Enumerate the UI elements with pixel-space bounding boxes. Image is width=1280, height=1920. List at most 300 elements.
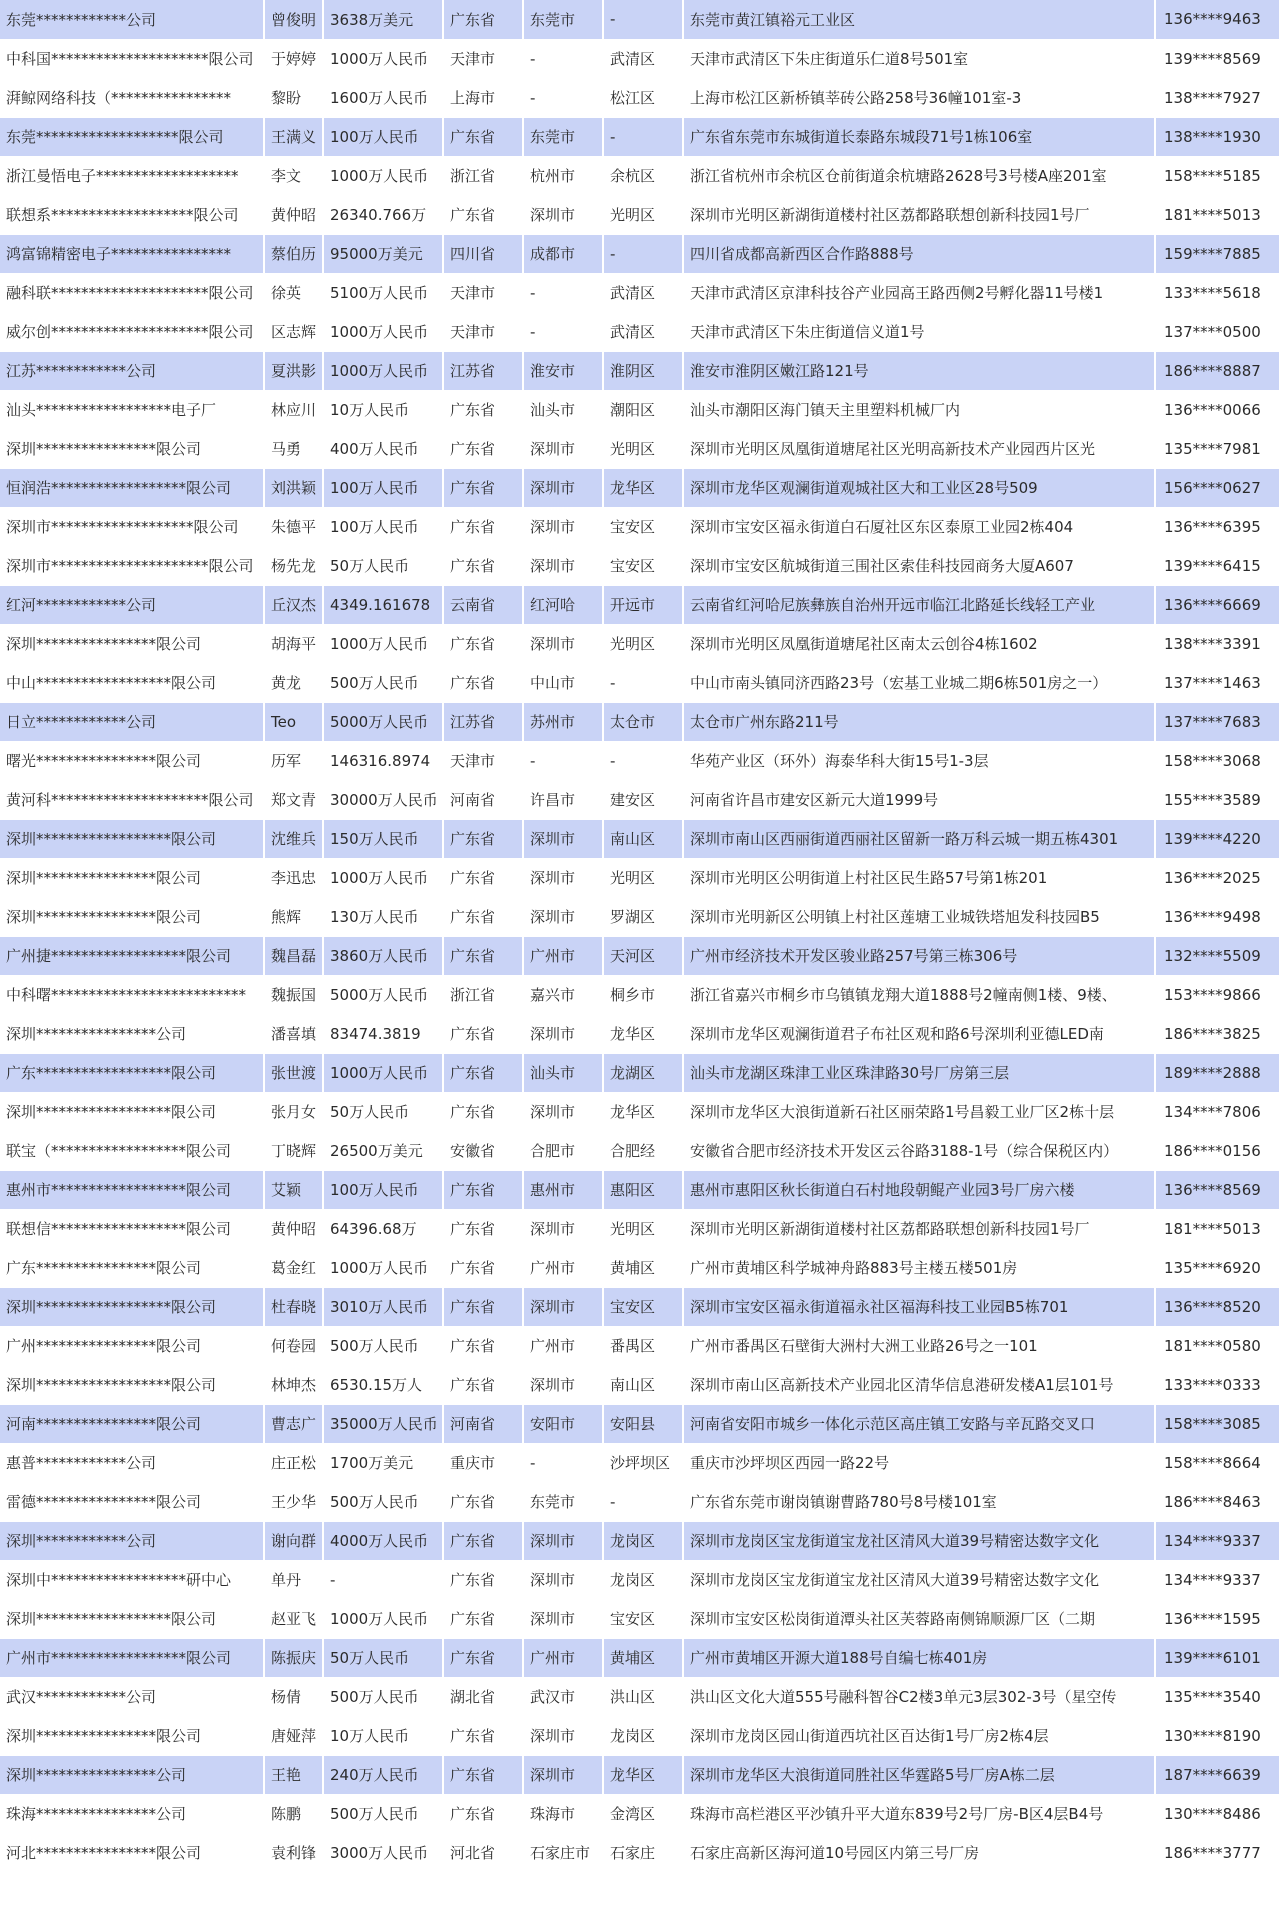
table-row [0, 663, 1280, 702]
city-cell: 深圳市 [523, 858, 603, 897]
contact-name-cell: 杨先龙 [264, 546, 323, 585]
phone-cell: 136****8569 [1155, 1170, 1280, 1209]
district-cell: 宝安区 [603, 1599, 683, 1638]
province-cell: 广东省 [443, 1638, 523, 1677]
contact-name-cell: 朱德平 [264, 507, 323, 546]
table-row [0, 1560, 1280, 1599]
phone-cell: 158****3085 [1155, 1404, 1280, 1443]
city-cell: 武汉市 [523, 1677, 603, 1716]
city-cell: 深圳市 [523, 1287, 603, 1326]
city-cell: 深圳市 [523, 624, 603, 663]
table-row [0, 741, 1280, 780]
province-cell: 安徽省 [443, 1131, 523, 1170]
registered-capital-cell: 1000万人民币 [323, 39, 443, 78]
company-name-cell: 东莞*******************限公司 [0, 117, 264, 156]
address-cell: 广州市黄埔区科学城神舟路883号主楼五楼501房 [683, 1248, 1155, 1287]
table-row [0, 1638, 1280, 1677]
address-cell: 洪山区文化大道555号融科智谷C2楼3单元3层302-3号（星空传 [683, 1677, 1155, 1716]
address-cell: 深圳市南山区西丽街道西丽社区留新一路万科云城一期五栋4301 [683, 819, 1155, 858]
province-cell: 浙江省 [443, 156, 523, 195]
phone-cell: 138****7927 [1155, 78, 1280, 117]
contact-name-cell: 王满义 [264, 117, 323, 156]
company-name-cell: 深圳****************限公司 [0, 1716, 264, 1755]
phone-cell: 158****8664 [1155, 1443, 1280, 1482]
registered-capital-cell: 6530.15万人 [323, 1365, 443, 1404]
company-name-cell: 红河************公司 [0, 585, 264, 624]
registered-capital-cell: 1700万美元 [323, 1443, 443, 1482]
address-cell: 浙江省嘉兴市桐乡市乌镇镇龙翔大道1888号2幢南侧1楼、9楼、 [683, 975, 1155, 1014]
contact-name-cell: 历军 [264, 741, 323, 780]
province-cell: 广东省 [443, 507, 523, 546]
province-cell: 天津市 [443, 312, 523, 351]
company-name-cell: 深圳******************限公司 [0, 1599, 264, 1638]
address-cell: 广州市经济技术开发区骏业路257号第三栋306号 [683, 936, 1155, 975]
district-cell: 潮阳区 [603, 390, 683, 429]
address-cell: 广东省东莞市谢岗镇谢曹路780号8号楼101室 [683, 1482, 1155, 1521]
district-cell: 黄埔区 [603, 1248, 683, 1287]
city-cell: 汕头市 [523, 1053, 603, 1092]
table-row [0, 858, 1280, 897]
table-row [0, 1833, 1280, 1872]
phone-cell: 158****3068 [1155, 741, 1280, 780]
province-cell: 广东省 [443, 1521, 523, 1560]
city-cell: - [523, 78, 603, 117]
phone-cell: 135****3540 [1155, 1677, 1280, 1716]
company-name-cell: 鸿富锦精密电子**************** [0, 234, 264, 273]
registered-capital-cell: 30000万人民币 [323, 780, 443, 819]
district-cell: 光明区 [603, 1209, 683, 1248]
city-cell: 深圳市 [523, 819, 603, 858]
phone-cell: 138****1930 [1155, 117, 1280, 156]
province-cell: 广东省 [443, 1014, 523, 1053]
phone-cell: 136****9498 [1155, 897, 1280, 936]
city-cell: 合肥市 [523, 1131, 603, 1170]
phone-cell: 136****8520 [1155, 1287, 1280, 1326]
phone-cell: 133****0333 [1155, 1365, 1280, 1404]
table-row [0, 702, 1280, 741]
company-name-cell: 深圳市*******************限公司 [0, 507, 264, 546]
phone-cell: 135****6920 [1155, 1248, 1280, 1287]
registered-capital-cell: 3860万人民币 [323, 936, 443, 975]
phone-cell: 186****8887 [1155, 351, 1280, 390]
province-cell: 天津市 [443, 741, 523, 780]
company-name-cell: 广州捷******************限公司 [0, 936, 264, 975]
province-cell: 广东省 [443, 858, 523, 897]
contact-name-cell: 何卷园 [264, 1326, 323, 1365]
company-name-cell: 汕头******************电子厂 [0, 390, 264, 429]
contact-name-cell: 庄正松 [264, 1443, 323, 1482]
contact-name-cell: 黄仲昭 [264, 195, 323, 234]
contact-name-cell: 林应川 [264, 390, 323, 429]
phone-cell: 189****2888 [1155, 1053, 1280, 1092]
table-row [0, 585, 1280, 624]
district-cell: 龙华区 [603, 1092, 683, 1131]
company-name-cell: 恒润浩******************限公司 [0, 468, 264, 507]
registered-capital-cell: 150万人民币 [323, 819, 443, 858]
contact-name-cell: 王少华 [264, 1482, 323, 1521]
table-row [0, 1482, 1280, 1521]
city-cell: 深圳市 [523, 1014, 603, 1053]
registered-capital-cell: 1000万人民币 [323, 312, 443, 351]
company-name-cell: 浙江曼悟电子******************* [0, 156, 264, 195]
address-cell: 天津市武清区京津科技谷产业园高王路西侧2号孵化器11号楼1 [683, 273, 1155, 312]
registered-capital-cell: 3638万美元 [323, 0, 443, 39]
city-cell: - [523, 1443, 603, 1482]
address-cell: 云南省红河哈尼族彝族自治州开远市临江北路延长线轻工产业 [683, 585, 1155, 624]
city-cell: 嘉兴市 [523, 975, 603, 1014]
district-cell: 惠阳区 [603, 1170, 683, 1209]
registered-capital-cell: 500万人民币 [323, 1794, 443, 1833]
company-name-cell: 江苏************公司 [0, 351, 264, 390]
province-cell: 广东省 [443, 1482, 523, 1521]
company-name-cell: 日立************公司 [0, 702, 264, 741]
city-cell: 成都市 [523, 234, 603, 273]
company-name-cell: 中山******************限公司 [0, 663, 264, 702]
registered-capital-cell: 26500万美元 [323, 1131, 443, 1170]
district-cell: 龙湖区 [603, 1053, 683, 1092]
table-row [0, 117, 1280, 156]
registered-capital-cell: 10万人民币 [323, 390, 443, 429]
phone-cell: 136****9463 [1155, 0, 1280, 39]
company-name-cell: 联想系*******************限公司 [0, 195, 264, 234]
city-cell: 深圳市 [523, 897, 603, 936]
registered-capital-cell: 50万人民币 [323, 546, 443, 585]
address-cell: 广州市番禺区石壁街大洲村大洲工业路26号之一101 [683, 1326, 1155, 1365]
province-cell: 四川省 [443, 234, 523, 273]
company-name-cell: 东莞************公司 [0, 0, 264, 39]
phone-cell: 136****2025 [1155, 858, 1280, 897]
table-row [0, 468, 1280, 507]
address-cell: 深圳市宝安区福永街道白石厦社区东区泰原工业园2栋404 [683, 507, 1155, 546]
contact-name-cell: 李迅忠 [264, 858, 323, 897]
table-row [0, 1131, 1280, 1170]
registered-capital-cell: 95000万美元 [323, 234, 443, 273]
registered-capital-cell: 1000万人民币 [323, 624, 443, 663]
address-cell: 深圳市龙岗区宝龙街道宝龙社区清风大道39号精密达数字文化 [683, 1521, 1155, 1560]
registered-capital-cell: 5000万人民币 [323, 975, 443, 1014]
district-cell: 洪山区 [603, 1677, 683, 1716]
city-cell: 广州市 [523, 936, 603, 975]
table-row [0, 1521, 1280, 1560]
phone-cell: 186****3825 [1155, 1014, 1280, 1053]
address-cell: 华苑产业区（环外）海泰华科大街15号1-3层 [683, 741, 1155, 780]
address-cell: 深圳市光明区凤凰街道塘尾社区光明高新技术产业园西片区光 [683, 429, 1155, 468]
address-cell: 深圳市宝安区航城街道三围社区索佳科技园商务大厦A607 [683, 546, 1155, 585]
contact-name-cell: 黄龙 [264, 663, 323, 702]
contact-name-cell: 夏洪影 [264, 351, 323, 390]
contact-name-cell: 王艳 [264, 1755, 323, 1794]
address-cell: 河南省安阳市城乡一体化示范区高庄镇工安路与辛瓦路交叉口 [683, 1404, 1155, 1443]
phone-cell: 133****5618 [1155, 273, 1280, 312]
district-cell: 安阳县 [603, 1404, 683, 1443]
address-cell: 珠海市高栏港区平沙镇升平大道东839号2号厂房-B区4层B4号 [683, 1794, 1155, 1833]
registered-capital-cell: 1000万人民币 [323, 1599, 443, 1638]
table-row [0, 156, 1280, 195]
contact-name-cell: 曾俊明 [264, 0, 323, 39]
table-row [0, 351, 1280, 390]
province-cell: 广东省 [443, 1209, 523, 1248]
contact-name-cell: 魏昌磊 [264, 936, 323, 975]
table-row [0, 1092, 1280, 1131]
contact-name-cell: Teo [264, 702, 323, 741]
company-name-cell: 联想信******************限公司 [0, 1209, 264, 1248]
city-cell: - [523, 741, 603, 780]
contact-name-cell: 魏振国 [264, 975, 323, 1014]
company-name-cell: 中科曙************************** [0, 975, 264, 1014]
district-cell: - [603, 117, 683, 156]
city-cell: 珠海市 [523, 1794, 603, 1833]
phone-cell: 186****0156 [1155, 1131, 1280, 1170]
registered-capital-cell: 35000万人民币 [323, 1404, 443, 1443]
registered-capital-cell: 240万人民币 [323, 1755, 443, 1794]
contact-name-cell: 陈振庆 [264, 1638, 323, 1677]
province-cell: 河南省 [443, 780, 523, 819]
company-name-cell: 深圳****************限公司 [0, 429, 264, 468]
city-cell: - [523, 273, 603, 312]
phone-cell: 139****4220 [1155, 819, 1280, 858]
district-cell: 罗湖区 [603, 897, 683, 936]
city-cell: 东莞市 [523, 117, 603, 156]
registered-capital-cell: 500万人民币 [323, 1677, 443, 1716]
address-cell: 深圳市南山区高新技术产业园北区清华信息港研发楼A1层101号 [683, 1365, 1155, 1404]
table-row [0, 1170, 1280, 1209]
registered-capital-cell: 100万人民币 [323, 507, 443, 546]
city-cell: 惠州市 [523, 1170, 603, 1209]
registered-capital-cell: 3010万人民币 [323, 1287, 443, 1326]
address-cell: 深圳市宝安区松岗街道潭头社区芙蓉路南侧锦顺源厂区（二期 [683, 1599, 1155, 1638]
address-cell: 深圳市光明新区公明镇上村社区莲塘工业城铁塔旭发科技园B5 [683, 897, 1155, 936]
contact-name-cell: 马勇 [264, 429, 323, 468]
phone-cell: 135****7981 [1155, 429, 1280, 468]
phone-cell: 137****0500 [1155, 312, 1280, 351]
address-cell: 惠州市惠阳区秋长街道白石村地段朝鲲产业园3号厂房六楼 [683, 1170, 1155, 1209]
address-cell: 深圳市光明区凤凰街道塘尾社区南太云创谷4栋1602 [683, 624, 1155, 663]
table-row [0, 1599, 1280, 1638]
district-cell: - [603, 0, 683, 39]
company-name-cell: 深圳****************公司 [0, 1755, 264, 1794]
district-cell: 金湾区 [603, 1794, 683, 1833]
district-cell: 光明区 [603, 858, 683, 897]
city-cell: 深圳市 [523, 429, 603, 468]
table-row [0, 1794, 1280, 1833]
registered-capital-cell: 1000万人民币 [323, 156, 443, 195]
contact-name-cell: 沈维兵 [264, 819, 323, 858]
city-cell: 汕头市 [523, 390, 603, 429]
contact-name-cell: 李文 [264, 156, 323, 195]
phone-cell: 134****9337 [1155, 1521, 1280, 1560]
company-name-cell: 河南****************限公司 [0, 1404, 264, 1443]
district-cell: 武清区 [603, 39, 683, 78]
district-cell: 宝安区 [603, 1287, 683, 1326]
district-cell: 宝安区 [603, 546, 683, 585]
city-cell: 深圳市 [523, 1365, 603, 1404]
registered-capital-cell: 1000万人民币 [323, 1248, 443, 1287]
district-cell: 合肥经 [603, 1131, 683, 1170]
city-cell: 深圳市 [523, 1716, 603, 1755]
contact-name-cell: 袁利锋 [264, 1833, 323, 1872]
table-row [0, 429, 1280, 468]
province-cell: 上海市 [443, 78, 523, 117]
registered-capital-cell: 1000万人民币 [323, 858, 443, 897]
phone-cell: 158****5185 [1155, 156, 1280, 195]
province-cell: 广东省 [443, 1716, 523, 1755]
address-cell: 东莞市黄江镇裕元工业区 [683, 0, 1155, 39]
table-row [0, 390, 1280, 429]
district-cell: 光明区 [603, 624, 683, 663]
district-cell: - [603, 234, 683, 273]
address-cell: 深圳市光明区公明街道上村社区民生路57号第1栋201 [683, 858, 1155, 897]
table-row [0, 1248, 1280, 1287]
province-cell: 河南省 [443, 1404, 523, 1443]
phone-cell: 136****0066 [1155, 390, 1280, 429]
district-cell: 龙岗区 [603, 1716, 683, 1755]
province-cell: 广东省 [443, 1599, 523, 1638]
contact-name-cell: 丘汉杰 [264, 585, 323, 624]
contact-name-cell: 陈鹏 [264, 1794, 323, 1833]
district-cell: 龙岗区 [603, 1560, 683, 1599]
city-cell: 深圳市 [523, 1599, 603, 1638]
company-name-cell: 河北****************限公司 [0, 1833, 264, 1872]
district-cell: 武清区 [603, 312, 683, 351]
contact-name-cell: 潘喜填 [264, 1014, 323, 1053]
address-cell: 深圳市龙岗区园山街道西坑社区百达街1号厂房2栋4层 [683, 1716, 1155, 1755]
address-cell: 广东省东莞市东城街道长泰路东城段71号1栋106室 [683, 117, 1155, 156]
address-cell: 汕头市潮阳区海门镇天主里塑料机械厂内 [683, 390, 1155, 429]
province-cell: 广东省 [443, 1053, 523, 1092]
company-name-cell: 深圳****************限公司 [0, 897, 264, 936]
table-row [0, 624, 1280, 663]
phone-cell: 139****8569 [1155, 39, 1280, 78]
province-cell: 天津市 [443, 273, 523, 312]
registered-capital-cell: 1000万人民币 [323, 351, 443, 390]
city-cell: 深圳市 [523, 195, 603, 234]
province-cell: 广东省 [443, 1248, 523, 1287]
registered-capital-cell: 26340.766万 [323, 195, 443, 234]
city-cell: 红河哈 [523, 585, 603, 624]
district-cell: 宝安区 [603, 507, 683, 546]
contact-name-cell: 于婷婷 [264, 39, 323, 78]
district-cell: 光明区 [603, 195, 683, 234]
contact-name-cell: 艾颖 [264, 1170, 323, 1209]
company-name-cell: 深圳市*********************限公司 [0, 546, 264, 585]
city-cell: 广州市 [523, 1326, 603, 1365]
table-row [0, 1209, 1280, 1248]
province-cell: 广东省 [443, 936, 523, 975]
address-cell: 淮安市淮阴区嫩江路121号 [683, 351, 1155, 390]
province-cell: 广东省 [443, 1755, 523, 1794]
address-cell: 深圳市光明区新湖街道楼村社区荔都路联想创新科技园1号厂 [683, 1209, 1155, 1248]
contact-name-cell: 谢向群 [264, 1521, 323, 1560]
district-cell: 龙华区 [603, 1014, 683, 1053]
address-cell: 深圳市龙华区观澜街道君子布社区观和路6号深圳利亚德LED南 [683, 1014, 1155, 1053]
province-cell: 广东省 [443, 1560, 523, 1599]
table-row [0, 1287, 1280, 1326]
contact-name-cell: 区志辉 [264, 312, 323, 351]
city-cell: 深圳市 [523, 1092, 603, 1131]
province-cell: 广东省 [443, 1794, 523, 1833]
company-name-cell: 黄河科*********************限公司 [0, 780, 264, 819]
company-name-cell: 深圳****************限公司 [0, 624, 264, 663]
city-cell: - [523, 39, 603, 78]
province-cell: 广东省 [443, 117, 523, 156]
table-row [0, 507, 1280, 546]
address-cell: 重庆市沙坪坝区西园一路22号 [683, 1443, 1155, 1482]
registered-capital-cell: 5000万人民币 [323, 702, 443, 741]
registered-capital-cell: 50万人民币 [323, 1092, 443, 1131]
registered-capital-cell: 1600万人民币 [323, 78, 443, 117]
address-cell: 石家庄高新区海河道10号园区内第三号厂房 [683, 1833, 1155, 1872]
address-cell: 太仓市广州东路211号 [683, 702, 1155, 741]
registered-capital-cell: 4349.161678 [323, 585, 443, 624]
phone-cell: 186****8463 [1155, 1482, 1280, 1521]
province-cell: 天津市 [443, 39, 523, 78]
contact-name-cell: 熊辉 [264, 897, 323, 936]
district-cell: 开远市 [603, 585, 683, 624]
city-cell: 东莞市 [523, 0, 603, 39]
company-name-cell: 深圳******************限公司 [0, 1365, 264, 1404]
district-cell: 桐乡市 [603, 975, 683, 1014]
address-cell: 天津市武清区下朱庄街道信义道1号 [683, 312, 1155, 351]
city-cell: 许昌市 [523, 780, 603, 819]
city-cell: 深圳市 [523, 546, 603, 585]
phone-cell: 137****1463 [1155, 663, 1280, 702]
company-name-cell: 深圳************公司 [0, 1521, 264, 1560]
company-name-cell: 广东******************限公司 [0, 1053, 264, 1092]
province-cell: 广东省 [443, 195, 523, 234]
contact-name-cell: 葛金红 [264, 1248, 323, 1287]
city-cell: 杭州市 [523, 156, 603, 195]
table-row [0, 1755, 1280, 1794]
province-cell: 广东省 [443, 819, 523, 858]
province-cell: 广东省 [443, 0, 523, 39]
phone-cell: 181****0580 [1155, 1326, 1280, 1365]
registered-capital-cell: 5100万人民币 [323, 273, 443, 312]
table-row [0, 273, 1280, 312]
company-name-cell: 联宝（******************限公司 [0, 1131, 264, 1170]
contact-name-cell: 杜春晓 [264, 1287, 323, 1326]
contact-name-cell: 蔡伯历 [264, 234, 323, 273]
registered-capital-cell: 500万人民币 [323, 1326, 443, 1365]
district-cell: 光明区 [603, 429, 683, 468]
contact-name-cell: 张世渡 [264, 1053, 323, 1092]
district-cell: - [603, 741, 683, 780]
phone-cell: 187****6639 [1155, 1755, 1280, 1794]
phone-cell: 156****0627 [1155, 468, 1280, 507]
phone-cell: 181****5013 [1155, 195, 1280, 234]
phone-cell: 137****7683 [1155, 702, 1280, 741]
registered-capital-cell: 500万人民币 [323, 1482, 443, 1521]
company-name-cell: 湃鲸网络科技（**************** [0, 78, 264, 117]
phone-cell: 130****8190 [1155, 1716, 1280, 1755]
province-cell: 广东省 [443, 1170, 523, 1209]
phone-cell: 139****6101 [1155, 1638, 1280, 1677]
district-cell: 石家庄 [603, 1833, 683, 1872]
district-cell: 龙岗区 [603, 1521, 683, 1560]
district-cell: 南山区 [603, 819, 683, 858]
phone-cell: 132****5509 [1155, 936, 1280, 975]
district-cell: 番禺区 [603, 1326, 683, 1365]
district-cell: 建安区 [603, 780, 683, 819]
province-cell: 广东省 [443, 1326, 523, 1365]
address-cell: 深圳市龙华区观澜街道观城社区大和工业区28号509 [683, 468, 1155, 507]
registered-capital-cell: 146316.8974 [323, 741, 443, 780]
company-name-cell: 广州市******************限公司 [0, 1638, 264, 1677]
table-row [0, 39, 1280, 78]
table-row [0, 1716, 1280, 1755]
province-cell: 广东省 [443, 390, 523, 429]
company-name-cell: 曙光****************限公司 [0, 741, 264, 780]
province-cell: 江苏省 [443, 702, 523, 741]
